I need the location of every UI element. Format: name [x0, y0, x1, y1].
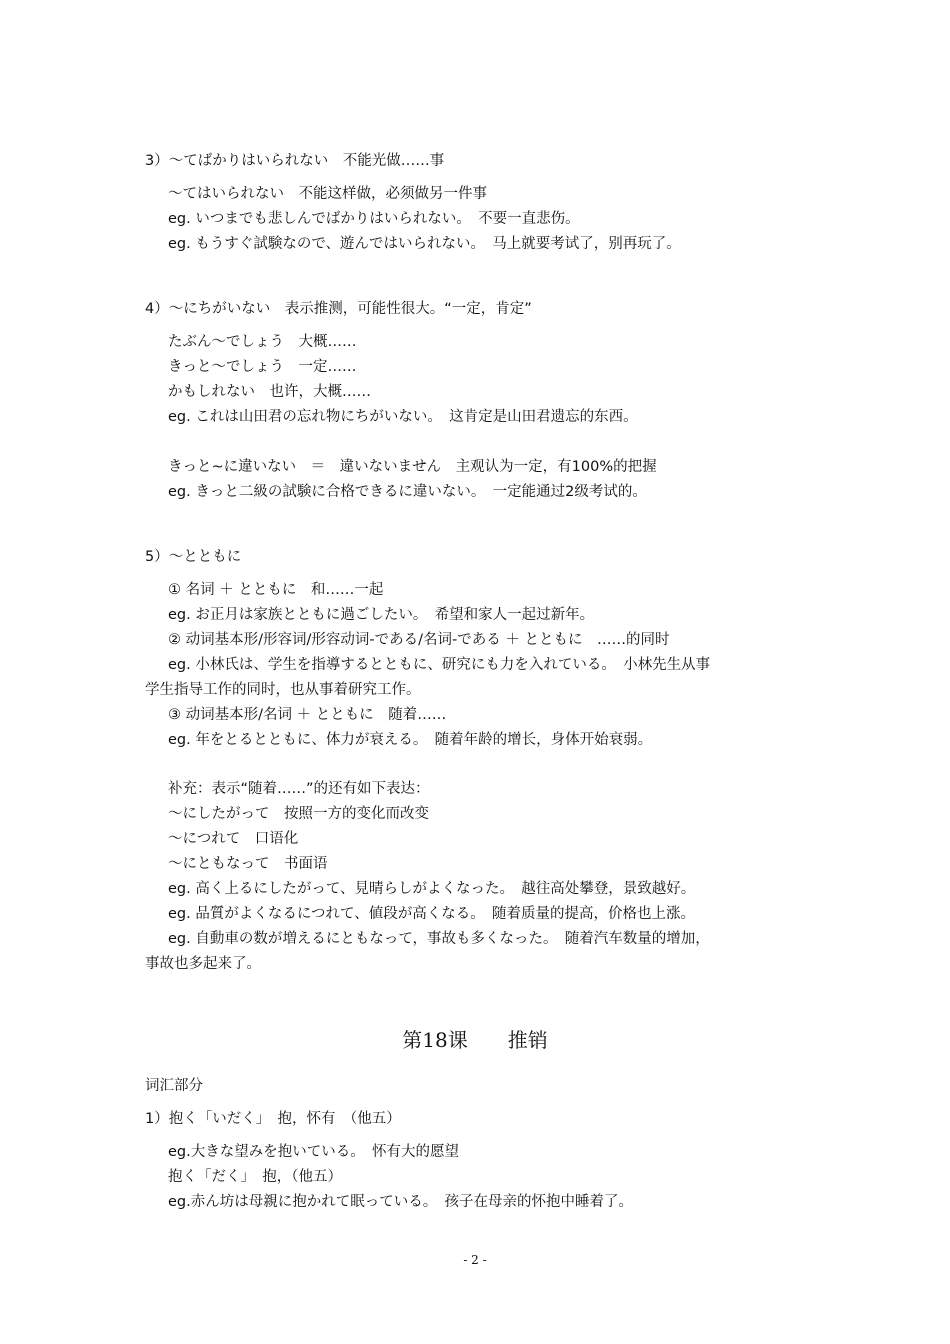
section-5-item: ③ 动词基本形/名词 ＋ とともに 随着……	[168, 707, 447, 723]
supplement-heading: 补充：表示“随着……”的还有如下表达：	[168, 781, 430, 797]
page-number: - 2 -	[463, 1253, 487, 1267]
lesson-title: 第18课 推销	[402, 1028, 548, 1052]
section-4-line: きっと~に違いない ＝ 違いないません 主观认为一定，有100%的把握	[168, 459, 657, 475]
section-3-line: ～てはいられない 不能这样做，必须做另一件事	[168, 186, 487, 202]
supplement-line: ～につれて 口语化	[168, 831, 299, 847]
vocab-example: eg.赤ん坊は母親に抱かれて眠っている。 孩子在母亲的怀抱中睡着了。	[168, 1194, 633, 1210]
supplement-example: eg. 品質がよくなるにつれて、値段が高くなる。 随着质量的提高，价格也上涨。	[168, 906, 696, 922]
section-5-heading: 5）～とともに	[145, 549, 242, 565]
section-5-example: eg. 小林氏は、学生を指導するとともに、研究にも力を入れている。 小林先生从事	[168, 657, 711, 673]
vocab-example: eg.大きな望みを抱いている。 怀有大的愿望	[168, 1144, 459, 1160]
supplement-line: ～にともなって 书面语	[168, 856, 328, 872]
section-5-example: eg. 年をとるとともに、体力が衰える。 随着年龄的增长，身体开始衰弱。	[168, 732, 653, 748]
supplement-example-cont: 事故也多起来了。	[145, 956, 261, 972]
section-4-example: eg. これは山田君の忘れ物にちがいない。 这肯定是山田君遗忘的东西。	[168, 409, 638, 425]
supplement-example: eg. 高く上るにしたがって、見晴らしがよくなった。 越往高处攀登，景致越好。	[168, 881, 696, 897]
section-4-line: きっと～でしょう 一定……	[168, 359, 357, 375]
section-5-example: eg. お正月は家族とともに過ごしたい。 希望和家人一起过新年。	[168, 607, 595, 623]
section-4-heading: 4）～にちがいない 表示推测，可能性很大。“一定，肯定”	[145, 301, 532, 317]
section-4-line: たぶん～でしょう 大概……	[168, 334, 357, 350]
section-4-example: eg. きっと二級の試験に合格できるに違いない。 一定能通过2级考试的。	[168, 484, 647, 500]
supplement-line: ～にしたがって 按照一方的变化而改变	[168, 806, 429, 822]
section-4-line: かもしれない 也许，大概……	[168, 384, 371, 400]
section-3-example: eg. もうすぐ試験なので、遊んではいられない。 马上就要考试了，别再玩了。	[168, 236, 681, 252]
section-5-item: ① 名词 ＋ とともに 和……一起	[168, 582, 384, 598]
lesson-subtitle: 词汇部分	[145, 1078, 203, 1094]
section-5-item: ② 动词基本形/形容词/形容动词-である/名词-である ＋ とともに ……的同时	[168, 632, 670, 648]
section-5-example-cont: 学生指导工作的同时，也从事着研究工作。	[145, 682, 421, 698]
vocab-line: 抱く「だく」 抱，（他五）	[168, 1169, 342, 1185]
section-3-heading: 3）～てばかりはいられない 不能光做……事	[145, 153, 445, 169]
section-3-example: eg. いつまでも悲しんでばかりはいられない。 不要一直悲伤。	[168, 211, 580, 227]
vocab-item-heading: 1）抱く「いだく」 抱，怀有 （他五）	[145, 1111, 401, 1127]
supplement-example: eg. 自動車の数が増えるにともなって，事故も多くなった。 随着汽车数量的增加，	[168, 931, 710, 947]
